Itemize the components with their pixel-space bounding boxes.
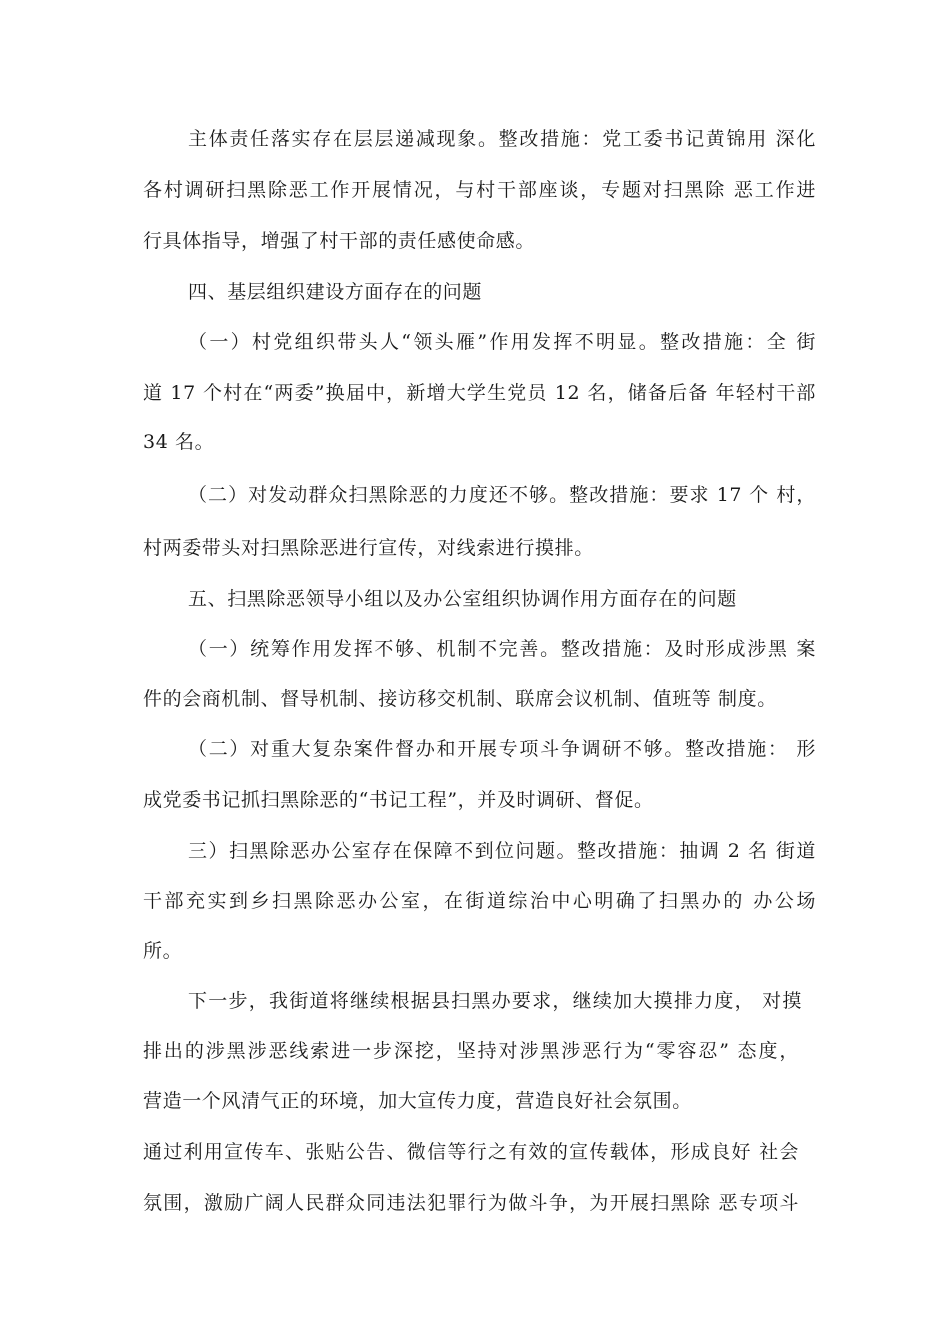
text-line: 道 17 个村在“两委”换届中，新增大学生党员 12 名，储备后备 年轻村干部 [143,382,816,404]
section-heading: 四、基层组织建设方面存在的问题 [188,281,483,303]
text-line: 干部充实到乡扫黑除恶办公室，在街道综治中心明确了扫黑办的 办公场 [143,890,816,912]
text-line: 成党委书记抓扫黑除恶的“书记工程”，并及时调研、督促。 [143,789,654,811]
text-line: 各村调研扫黑除恶工作开展情况，与村干部座谈，专题对扫黑除 恶工作进 [143,179,816,201]
text-line: 34 名。 [143,431,215,453]
text-line: （一）统筹作用发挥不够、机制不完善。整改措施：及时形成涉黑 案 [188,638,816,660]
text-line: 三）扫黑除恶办公室存在保障不到位问题。整改措施：抽调 2 名 街道 [188,840,816,862]
section-heading: 五、扫黑除恶领导小组以及办公室组织协调作用方面存在的问题 [188,588,737,610]
text-line: 下一步，我街道将继续根据县扫黑办要求，继续加大摸排力度， 对摸 [188,990,802,1012]
text-line: 通过利用宣传车、张贴公告、微信等行之有效的宣传载体，形成良好 社会 [143,1141,799,1163]
text-line: 营造一个风清气正的环境，加大宣传力度，营造良好社会氛围。 [143,1090,692,1112]
text-line: 村两委带头对扫黑除恶进行宣传，对线索进行摸排。 [143,537,594,559]
text-line: 主体责任落实存在层层递减现象。整改措施：党工委书记黄锦用 深化 [188,128,816,150]
text-line: （二）对重大复杂案件督办和开展专项斗争调研不够。整改措施： 形 [188,738,816,760]
text-line: （二）对发动群众扫黑除恶的力度还不够。整改措施：要求 17 个 村， [188,484,816,506]
text-line: 氛围，激励广阔人民群众同违法犯罪行为做斗争，为开展扫黑除 恶专项斗 [143,1192,799,1214]
text-line: （一）村党组织带头人“领头雁”作用发挥不明显。整改措施：全 街 [188,331,816,353]
text-line: 所。 [143,940,183,962]
text-line: 行具体指导，增强了村干部的责任感使命感。 [143,230,536,252]
text-line: 排出的涉黑涉恶线索进一步深挖，坚持对涉黑涉恶行为“零容忍” 态度， [143,1040,799,1062]
text-line: 件的会商机制、督导机制、接访移交机制、联席会议机制、值班等 制度。 [143,688,777,710]
